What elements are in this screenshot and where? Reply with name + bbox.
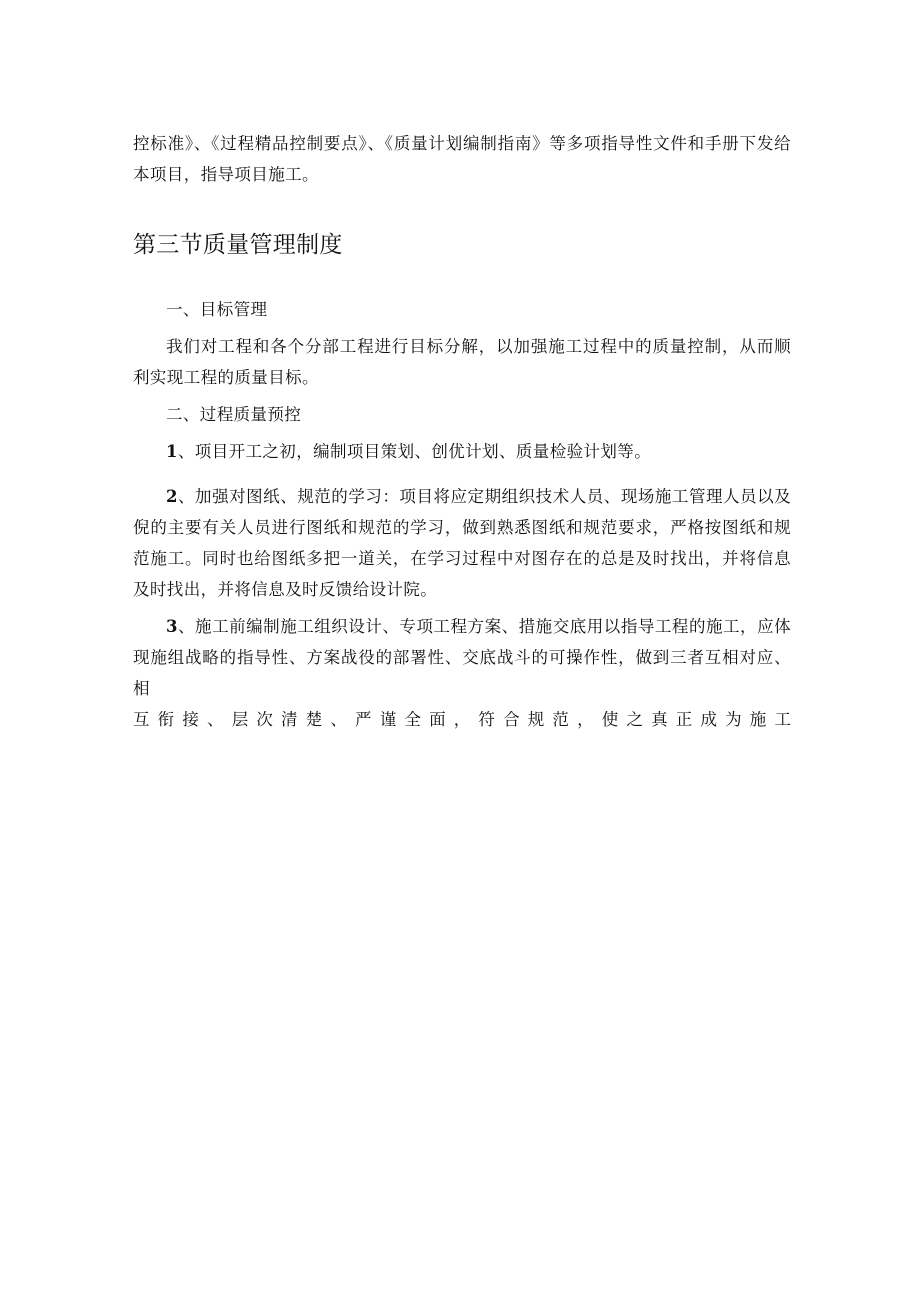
justified-char: 谨 — [379, 710, 397, 729]
subheading-target-management: 一、目标管理 — [166, 300, 268, 319]
justified-char: 成 — [700, 710, 717, 729]
list-item-1 — [133, 436, 791, 467]
list-item-text: 、加强对图纸、规范的学习：项目将应定期组织技术人员、现场施工管理人员以及倪的主要有关人员进行图纸和规范的学习，做到熟悉图纸和规范要求，严格按图纸和规范施工。同时也给图纸多把一道关，在学习过程中对图存在的总是及时找出，并将信息及时找出，并将信息及时反馈给设计院。 — [133, 487, 791, 599]
justified-char: 范 — [552, 710, 569, 729]
justified-char: 真 — [651, 710, 668, 729]
justified-char: 互 — [133, 710, 150, 729]
justified-char: 、 — [207, 710, 224, 729]
justified-char: 严 — [355, 710, 372, 729]
subheading-process-quality-control: 二、过程质量预控 — [166, 405, 302, 424]
justified-char: 符 — [478, 710, 495, 729]
intro-paragraph: 控标准》、《过程精品控制要点》、《质量计划编制指南》等多项指导性文件和手册下发给本项目，指导项目施工。 — [133, 134, 791, 184]
justified-char: 工 — [774, 710, 791, 729]
justified-char: 、 — [330, 710, 347, 729]
justified-char: 施 — [749, 710, 767, 729]
justified-char: 衔 — [157, 710, 175, 729]
list-item-number: 3 — [166, 617, 178, 636]
justified-char: 之 — [626, 710, 643, 729]
justified-char: ， — [577, 710, 594, 729]
list-item-2 — [133, 481, 791, 605]
list-item-text: 、项目开工之初，编制项目策划、创优计划、质量检验计划等。 — [177, 442, 652, 461]
list-item-number: 2 — [166, 487, 178, 506]
justified-char: 次 — [256, 710, 273, 729]
justified-char: 接 — [182, 710, 199, 729]
justified-char: 面 — [429, 710, 446, 729]
list-item-number: 1 — [166, 442, 178, 461]
justified-char: 使 — [601, 710, 619, 729]
justified-char: ， — [453, 710, 471, 729]
justified-char: 正 — [675, 710, 693, 729]
section-title: 第三节质量管理制度 — [133, 232, 343, 258]
justified-char: 为 — [725, 710, 742, 729]
list-item-text: 、施工前编制施工组织设计、专项工程方案、措施交底用以指导工程的施工，应体现施组战略的指导性、方案战役的部署性、交底战斗的可操作性，做到三者互相对应、相 — [133, 617, 791, 698]
justified-char: 规 — [527, 710, 545, 729]
list-item-3 — [133, 611, 791, 704]
justified-char: 合 — [503, 710, 520, 729]
justified-char: 楚 — [305, 710, 323, 729]
document-body — [133, 128, 791, 735]
justified-char: 全 — [404, 710, 421, 729]
justified-char: 层 — [231, 710, 249, 729]
list-item-3-justified-line — [133, 704, 791, 735]
justified-char: 清 — [281, 710, 298, 729]
goal-paragraph: 我们对工程和各个分部工程进行目标分解，以加强施工过程中的质量控制，从而顺利实现工程的质量目标。 — [133, 337, 791, 387]
